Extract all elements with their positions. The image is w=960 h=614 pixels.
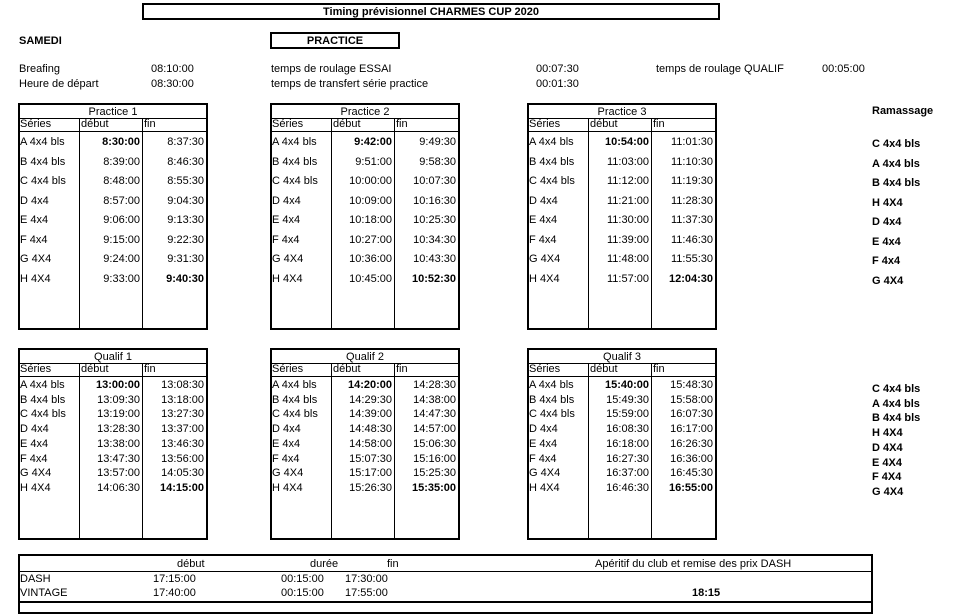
row-fin: 10:25:30 (413, 214, 456, 226)
row-series: F 4x4 (20, 233, 48, 246)
row-debut: 11:12:00 (606, 175, 649, 187)
row-fin: 11:46:30 (670, 233, 713, 246)
column-divider (651, 118, 652, 328)
row-fin: 16:26:30 (670, 437, 713, 450)
row-fin: 8:37:30 (167, 136, 204, 148)
row-debut: 15:59:00 (606, 408, 649, 421)
row-series: A 4x4 bls (20, 379, 65, 391)
row-series: D 4x4 (20, 194, 49, 207)
row-fin: 11:01:30 (670, 136, 713, 148)
ramassage-item: D 4x4 (872, 216, 902, 228)
dash-col-duree: durée (310, 558, 339, 570)
row-series: H 4X4 (20, 481, 51, 494)
dash-row-duree: 00:15:00 (281, 573, 324, 585)
row-series: H 4X4 (529, 481, 560, 494)
ramassage-item: F 4x4 (872, 255, 901, 267)
column-divider (588, 118, 589, 328)
row-debut: 14:06:30 (97, 481, 140, 494)
row-fin: 15:48:30 (670, 379, 713, 391)
ramassage-item: E 4X4 (872, 456, 902, 469)
row-series: D 4x4 (20, 423, 49, 436)
column-header-fin: fin (144, 363, 156, 375)
row-debut: 13:19:00 (97, 408, 140, 421)
row-debut: 13:47:30 (97, 452, 140, 465)
row-debut: 14:58:00 (349, 437, 392, 450)
row-debut: 15:26:30 (349, 481, 392, 494)
row-fin: 15:06:30 (413, 437, 456, 450)
row-series: G 4X4 (529, 467, 561, 480)
row-series: E 4x4 (272, 214, 301, 226)
row-debut: 11:48:00 (606, 253, 649, 265)
day-label: SAMEDI (19, 35, 62, 47)
row-series: E 4x4 (529, 214, 558, 226)
column-divider (651, 363, 652, 538)
row-series: D 4x4 (529, 423, 558, 436)
row-series: B 4x4 bls (529, 393, 575, 406)
row-series: E 4x4 (272, 437, 301, 450)
qualif-table-1 (18, 348, 208, 540)
column-header-fin: fin (653, 363, 665, 375)
row-fin: 13:37:00 (161, 423, 204, 436)
row-fin: 9:22:30 (167, 233, 204, 246)
row-fin: 15:58:00 (670, 393, 713, 406)
aperitif-time: 18:15 (692, 587, 721, 599)
column-divider (79, 363, 80, 538)
row-fin: 10:52:30 (411, 272, 456, 285)
row-fin: 16:17:00 (670, 423, 713, 436)
row-fin: 14:38:00 (413, 393, 456, 406)
row-debut: 9:15:00 (103, 233, 140, 246)
dash-col-fin: fin (387, 558, 399, 570)
row-fin: 16:36:00 (670, 452, 713, 465)
row-fin: 13:18:00 (161, 393, 204, 406)
title-text: Timing prévisionnel CHARMES CUP 2020 (323, 6, 539, 18)
row-fin: 9:13:30 (167, 214, 204, 226)
row-series: H 4X4 (529, 272, 560, 285)
ramassage-item: F 4X4 (872, 471, 902, 484)
row-debut: 15:40:00 (604, 379, 649, 391)
dash-row-debut: 17:15:00 (153, 573, 196, 585)
dash-divider (20, 571, 871, 572)
row-debut: 15:17:00 (349, 467, 392, 480)
row-debut: 10:00:00 (349, 175, 392, 187)
row-fin: 16:55:00 (668, 481, 713, 494)
row-fin: 9:31:30 (167, 253, 204, 265)
column-header-fin: fin (396, 363, 408, 375)
row-fin: 15:25:30 (413, 467, 456, 480)
row-fin: 10:34:30 (413, 233, 456, 246)
row-series: G 4X4 (272, 253, 304, 265)
breafing-value: 08:10:00 (151, 63, 194, 75)
row-fin: 14:05:30 (161, 467, 204, 480)
row-fin: 8:55:30 (167, 175, 204, 187)
row-fin: 14:47:30 (413, 408, 456, 421)
ramassage-item: H 4X4 (872, 196, 903, 209)
row-fin: 8:46:30 (167, 155, 204, 168)
row-fin: 11:19:30 (670, 175, 713, 187)
aperitif-label: Apéritif du club et remise des prix DASH (595, 558, 792, 570)
qualif-table-2 (270, 348, 460, 540)
row-debut: 8:57:00 (103, 194, 140, 207)
row-debut: 14:29:30 (349, 393, 392, 406)
row-fin: 15:35:00 (411, 481, 456, 494)
row-fin: 11:37:30 (670, 214, 713, 226)
table-header-divider (529, 376, 715, 377)
row-debut: 11:57:00 (606, 272, 649, 285)
table-header-divider (272, 376, 458, 377)
column-header-series: Séries (20, 363, 52, 375)
document-title (142, 3, 720, 20)
row-series: G 4X4 (272, 467, 304, 480)
row-debut: 9:33:00 (103, 272, 140, 285)
column-header-debut: début (590, 363, 618, 375)
row-series: A 4x4 bls (529, 136, 574, 148)
row-series: F 4x4 (20, 452, 48, 465)
row-series: A 4x4 bls (20, 136, 65, 148)
qualif-table-3 (527, 348, 717, 540)
row-series: D 4x4 (272, 423, 301, 436)
row-series: A 4x4 bls (272, 136, 317, 148)
column-header-debut: début (333, 118, 361, 130)
row-fin: 9:49:30 (419, 136, 456, 148)
row-series: B 4x4 bls (20, 155, 66, 168)
row-fin: 9:40:30 (166, 272, 204, 285)
row-debut: 16:46:30 (606, 481, 649, 494)
row-debut: 15:49:30 (606, 393, 649, 406)
practice-table-3 (527, 103, 717, 330)
row-debut: 8:30:00 (102, 136, 140, 148)
row-fin: 12:04:30 (668, 272, 713, 285)
ramassage-item: B 4x4 bls (872, 177, 921, 189)
column-header-series: Séries (272, 363, 304, 375)
column-header-fin: fin (653, 118, 665, 130)
row-series: A 4x4 bls (272, 379, 317, 391)
row-debut: 11:30:00 (606, 214, 649, 226)
table-header-divider (272, 131, 458, 132)
qualif-table-title: Qualif 1 (94, 351, 132, 363)
column-header-fin: fin (396, 118, 408, 130)
row-series: F 4x4 (272, 233, 300, 246)
practice-table-2 (270, 103, 460, 330)
row-debut: 14:20:00 (347, 379, 392, 391)
row-debut: 15:07:30 (349, 452, 392, 465)
vintage-row-debut: 17:40:00 (153, 587, 196, 599)
ramassage-item: A 4x4 bls (872, 157, 920, 170)
row-series: D 4x4 (529, 194, 558, 207)
column-header-debut: début (81, 118, 109, 130)
column-divider (394, 118, 395, 328)
row-fin: 14:57:00 (413, 423, 456, 436)
row-debut: 14:48:30 (349, 423, 392, 436)
table-header-divider (20, 131, 206, 132)
ramassage-item: H 4X4 (872, 427, 903, 440)
row-debut: 10:45:00 (349, 272, 392, 285)
table-header-divider (20, 376, 206, 377)
row-fin: 10:16:30 (413, 194, 456, 207)
row-fin: 11:55:30 (670, 253, 713, 265)
column-divider (331, 363, 332, 538)
practice-table-title: Practice 2 (340, 106, 390, 118)
row-debut: 13:00:00 (95, 379, 140, 391)
essai-label: temps de roulage ESSAI (271, 63, 392, 75)
row-debut: 9:51:00 (355, 155, 392, 168)
row-debut: 11:03:00 (606, 155, 649, 168)
row-debut: 13:38:00 (97, 437, 140, 450)
row-fin: 14:28:30 (413, 379, 456, 391)
dash-row-fin: 17:30:00 (345, 573, 388, 585)
row-debut: 13:28:30 (97, 423, 140, 436)
ramassage-item: A 4x4 bls (872, 397, 920, 410)
practice-table-1 (18, 103, 208, 330)
row-fin: 13:56:00 (161, 452, 204, 465)
row-debut: 8:39:00 (103, 155, 140, 168)
row-debut: 10:18:00 (349, 214, 392, 226)
depart-label: Heure de départ (19, 78, 99, 90)
section-text: PRACTICE (306, 35, 364, 47)
column-header-series: Séries (529, 118, 561, 130)
column-divider (331, 118, 332, 328)
row-fin: 16:45:30 (670, 467, 713, 480)
ramassage-item: G 4X4 (872, 485, 904, 498)
row-series: B 4x4 bls (272, 393, 318, 406)
row-fin: 13:08:30 (161, 379, 204, 391)
row-fin: 13:46:30 (161, 437, 204, 450)
row-series: B 4x4 bls (20, 393, 66, 406)
row-series: E 4x4 (20, 437, 49, 450)
row-fin: 10:43:30 (413, 253, 456, 265)
row-series: C 4x4 bls (272, 175, 318, 187)
row-fin: 10:07:30 (413, 175, 456, 187)
row-series: G 4X4 (20, 467, 52, 480)
transfert-label: temps de transfert série practice (271, 78, 429, 90)
column-divider (142, 118, 143, 328)
vintage-row-duree: 00:15:00 (281, 587, 324, 599)
row-series: F 4x4 (272, 452, 300, 465)
ramassage-item: B 4x4 bls (872, 412, 921, 425)
row-debut: 16:37:00 (606, 467, 649, 480)
column-header-fin: fin (144, 118, 156, 130)
row-debut: 14:39:00 (349, 408, 392, 421)
practice-table-title: Practice 3 (597, 106, 647, 118)
row-debut: 8:48:00 (103, 175, 140, 187)
row-debut: 10:54:00 (604, 136, 649, 148)
row-series: C 4x4 bls (529, 175, 575, 187)
row-series: E 4x4 (529, 437, 558, 450)
row-series: A 4x4 bls (529, 379, 574, 391)
ramassage-item: C 4x4 bls (872, 383, 921, 395)
row-fin: 9:58:30 (419, 155, 456, 168)
practice-table-title: Practice 1 (88, 106, 138, 118)
qualif-table-title: Qualif 2 (346, 351, 384, 363)
column-header-debut: début (590, 118, 618, 130)
row-series: E 4x4 (20, 214, 49, 226)
column-header-series: Séries (272, 118, 304, 130)
row-series: G 4X4 (20, 253, 52, 265)
ramassage-item: D 4X4 (872, 441, 903, 454)
row-debut: 9:06:00 (103, 214, 140, 226)
row-series: C 4x4 bls (529, 408, 575, 421)
column-header-debut: début (333, 363, 361, 375)
row-fin: 16:07:30 (670, 408, 713, 421)
qualif-table-title: Qualif 3 (603, 351, 641, 363)
row-fin: 11:10:30 (670, 155, 713, 168)
transfert-value: 00:01:30 (536, 78, 579, 90)
qualif-time-label: temps de roulage QUALIF (656, 63, 784, 75)
row-debut: 10:09:00 (349, 194, 392, 207)
row-series: C 4x4 bls (272, 408, 318, 421)
row-debut: 13:09:30 (97, 393, 140, 406)
ramassage-item: C 4x4 bls (872, 138, 921, 150)
column-divider (79, 118, 80, 328)
row-series: B 4x4 bls (272, 155, 318, 168)
dash-bottom-line (20, 601, 871, 603)
section-title (270, 32, 400, 49)
row-series: H 4X4 (272, 481, 303, 494)
row-debut: 11:39:00 (606, 233, 649, 246)
vintage-row-fin: 17:55:00 (345, 587, 388, 599)
breafing-label: Breafing (19, 63, 60, 75)
ramassage-header: Ramassage (872, 105, 934, 117)
column-header-debut: début (81, 363, 109, 375)
row-series: H 4X4 (20, 272, 51, 285)
qualif-time-value: 00:05:00 (822, 63, 865, 75)
row-fin: 14:15:00 (159, 481, 204, 494)
row-fin: 15:16:00 (413, 452, 456, 465)
row-series: C 4x4 bls (20, 408, 66, 421)
row-series: H 4X4 (272, 272, 303, 285)
row-debut: 13:57:00 (97, 467, 140, 480)
row-series: G 4X4 (529, 253, 561, 265)
dash-box (18, 554, 873, 614)
essai-value: 00:07:30 (536, 63, 579, 75)
row-series: F 4x4 (529, 233, 557, 246)
column-divider (142, 363, 143, 538)
row-series: D 4x4 (272, 194, 301, 207)
row-debut: 11:21:00 (606, 194, 649, 207)
column-divider (394, 363, 395, 538)
row-debut: 16:27:30 (606, 452, 649, 465)
dash-row-name: DASH (20, 573, 51, 585)
ramassage-item: G 4X4 (872, 274, 904, 287)
row-debut: 10:36:00 (349, 253, 392, 265)
row-series: B 4x4 bls (529, 155, 575, 168)
column-divider (588, 363, 589, 538)
row-debut: 9:42:00 (354, 136, 392, 148)
column-header-series: Séries (529, 363, 561, 375)
column-header-series: Séries (20, 118, 52, 130)
row-debut: 16:18:00 (606, 437, 649, 450)
row-fin: 9:04:30 (167, 194, 204, 207)
dash-col-debut: début (177, 558, 205, 570)
row-debut: 16:08:30 (606, 423, 649, 436)
row-series: F 4x4 (529, 452, 557, 465)
depart-value: 08:30:00 (151, 78, 194, 90)
table-header-divider (529, 131, 715, 132)
ramassage-item: E 4x4 (872, 235, 901, 248)
row-fin: 13:27:30 (161, 408, 204, 421)
vintage-row-name: VINTAGE (20, 587, 68, 599)
row-debut: 9:24:00 (103, 253, 140, 265)
row-fin: 11:28:30 (670, 194, 713, 207)
row-debut: 10:27:00 (349, 233, 392, 246)
row-series: C 4x4 bls (20, 175, 66, 187)
